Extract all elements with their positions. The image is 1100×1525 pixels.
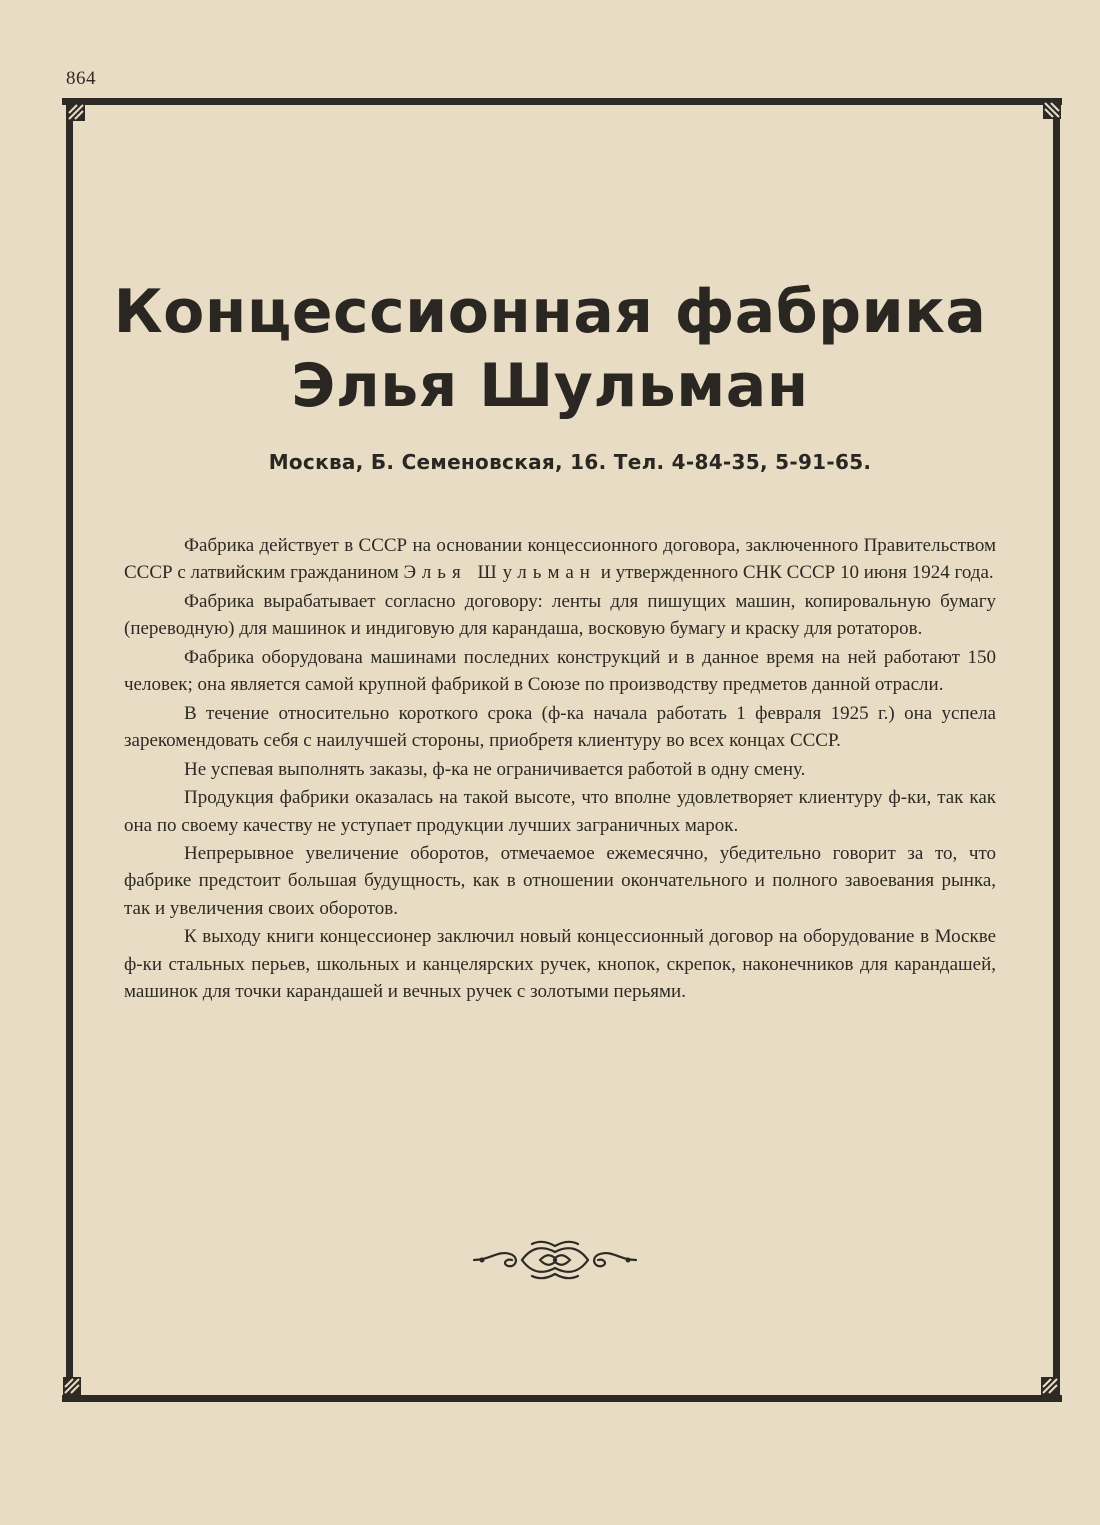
concessionaire-name: Элья Шульман: [403, 562, 596, 584]
paragraph-5: Не успевая выполнять заказы, ф-ка не ограничивается работой в одну смену.: [184, 758, 806, 780]
border-top: [62, 98, 1062, 105]
border-bottom: [62, 1395, 1062, 1402]
paragraph-1: [124, 532, 996, 586]
title-line-2: Элья Шульман: [291, 351, 809, 421]
border-right: [1053, 98, 1060, 1396]
paragraph-1-start: Фабрика действует в СССР на основании концессионного договора, заключенного Правительством СССР с латвийским гражданином: [124, 535, 996, 584]
paragraph-6: Продукция фабрики оказалась на такой высоте, что вполне удовлетворяет клиентуру ф-ки, так как она по своему качеству не уступает продукции лучших заграничных марок.: [124, 787, 996, 836]
corner-ornament-icon: [62, 1376, 82, 1396]
page-number: 864: [66, 68, 96, 89]
corner-ornament-icon: [66, 102, 86, 122]
scroll-ornament-icon: [470, 1238, 640, 1282]
paragraph-4: В течение относительно короткого срока (ф-ка начала работать 1 февраля 1925 г.) она успела зарекомендовать себя с наилучшей стороны, приобретя клиентуру во всех концах СССР.: [124, 702, 996, 751]
paragraph-7: Непрерывное увеличение оборотов, отмечаемое ежемесячно, убедительно говорит за то, что фабрике предстоит большая будущность, как в отношении окончательного и полного завоевания рынка, так и увеличения своих оборотов.: [124, 843, 996, 919]
paragraph-1-end: и утвержденного СНК СССР 10 июня 1924 года.: [595, 562, 994, 584]
title-line-1: Концессионная фабрика: [113, 277, 987, 347]
paragraph-8: К выходу книги концессионер заключил новый концессионный договор на оборудование в Москве ф-ки стальных перьев, школьных и канцелярских ручек, кнопок, скрепок, наконечников для карандашей, машинок для точки карандашей и вечных ручек с золотыми перьями.: [124, 926, 996, 1002]
paragraph-3: Фабрика оборудована машинами последних конструкций и в данное время на ней работают 150 человек; она является самой крупной фабрикой в Союзе по производству предметов данной отрасли.: [124, 646, 996, 696]
corner-ornament-icon: [1042, 100, 1062, 120]
paragraph-2: Фабрика вырабатывает согласно договору: ленты для пишущих машин, копировальную бумагу (переводную) для машинок и индиговую для карандаша, восковую бумагу и краску для ротаторов.: [124, 590, 996, 640]
company-address: Москва, Б. Семеновская, 16. Тел. 4-84-35, 5-91-65.: [268, 450, 872, 474]
article-body: [124, 532, 996, 1006]
corner-ornament-icon: [1040, 1376, 1060, 1396]
